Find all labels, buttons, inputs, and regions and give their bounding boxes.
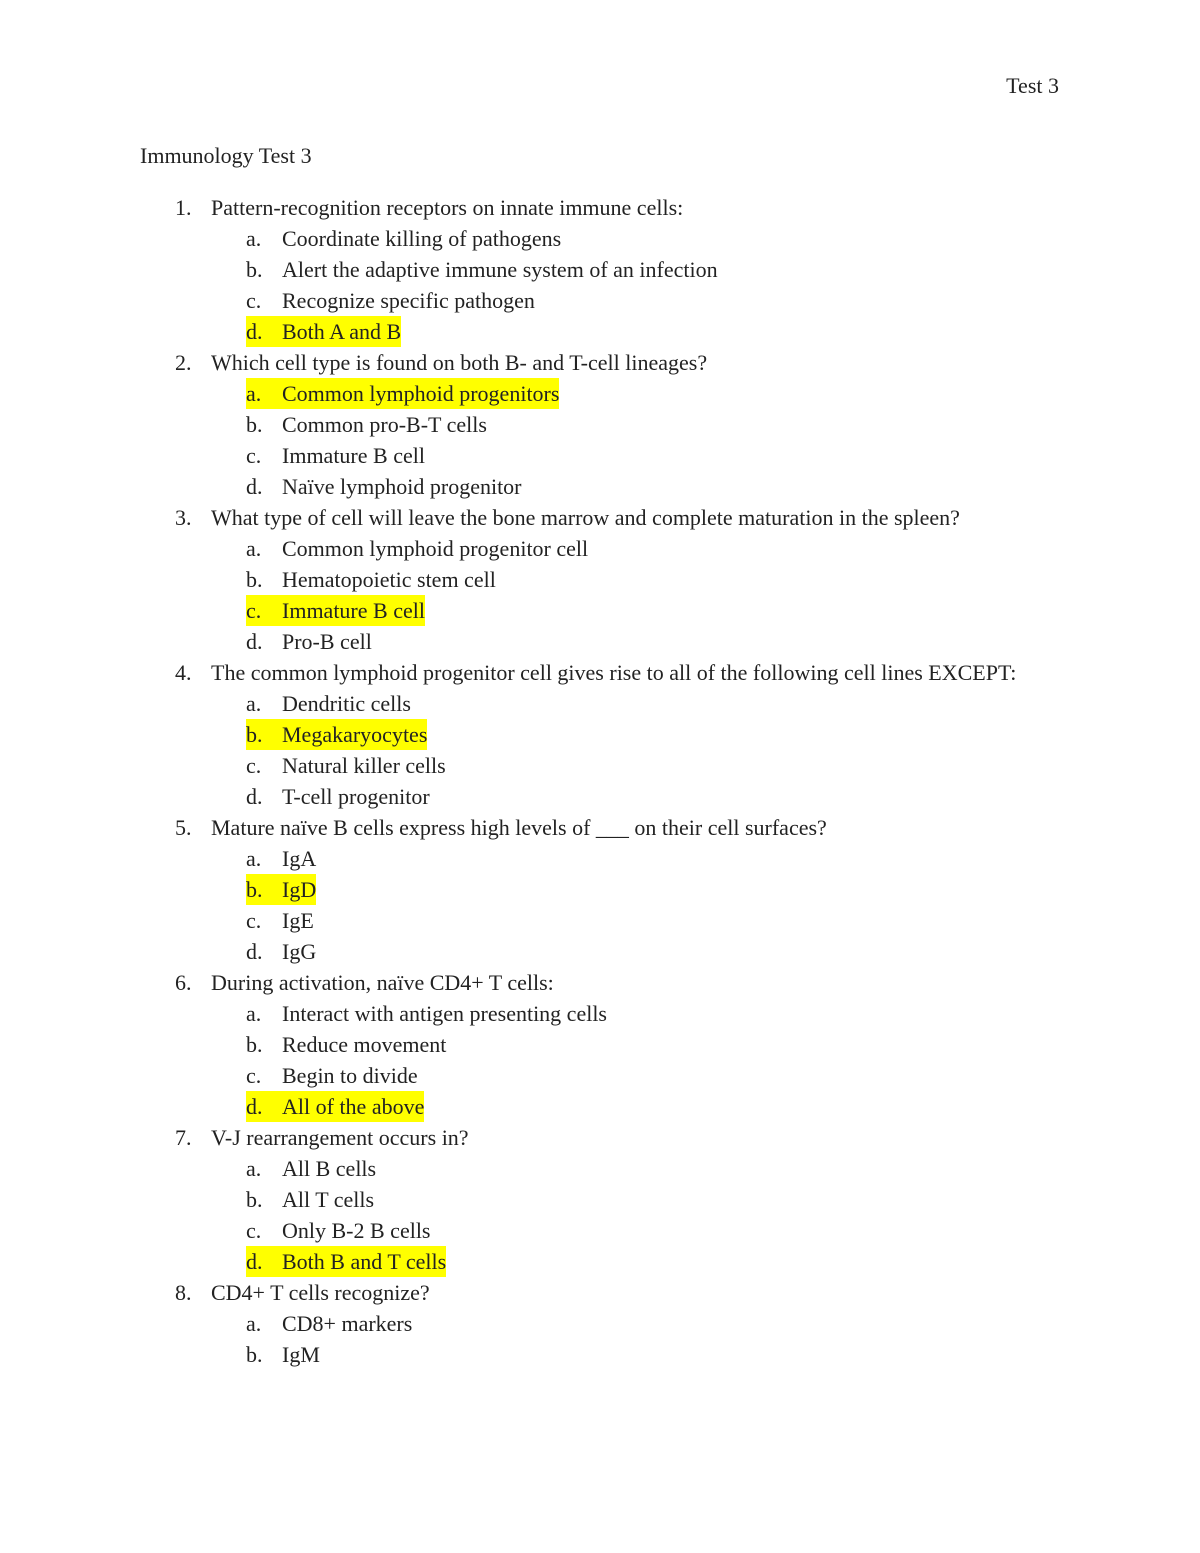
answer-option (211, 440, 1060, 471)
answer-body (246, 471, 522, 502)
option-letter: c. (246, 1218, 262, 1243)
option-text: Interact with antigen presenting cells (282, 1001, 607, 1026)
answer-option (211, 936, 1060, 967)
option-text: Immature B cell (282, 598, 425, 623)
answer-option (211, 905, 1060, 936)
question-text: V-J rearrangement occurs in? (211, 1125, 469, 1150)
answer-option (211, 843, 1060, 874)
question-number: 1. (175, 195, 192, 220)
answer-body (246, 409, 487, 440)
option-text: IgM (282, 1342, 320, 1367)
option-text: Pro-B cell (282, 629, 372, 654)
option-letter: c. (246, 443, 262, 468)
option-letter: a. (246, 536, 262, 561)
option-text: T-cell progenitor (282, 784, 430, 809)
question-item (140, 502, 1060, 657)
option-letter: a. (246, 846, 262, 871)
option-letter: c. (246, 908, 262, 933)
answer-body (246, 440, 425, 471)
answer-options (211, 533, 1060, 657)
question-text: The common lymphoid progenitor cell gives rise to all of the following cell lines EXCEPT: (211, 660, 1017, 685)
answer-body (246, 285, 535, 316)
option-letter: c. (246, 598, 262, 623)
option-text: Both A and B (282, 319, 402, 344)
option-text: Coordinate killing of pathogens (282, 226, 562, 251)
option-text: Dendritic cells (282, 691, 411, 716)
option-text: Both B and T cells (282, 1249, 447, 1274)
question-number: 8. (175, 1280, 192, 1305)
option-text: Natural killer cells (282, 753, 446, 778)
question-item (140, 192, 1060, 347)
answer-option (211, 688, 1060, 719)
answer-body (246, 905, 314, 936)
option-letter: c. (246, 288, 262, 313)
answer-options (211, 688, 1060, 812)
question-number: 6. (175, 970, 192, 995)
answer-option-highlighted (211, 1246, 1060, 1277)
page-header-label: Test 3 (1006, 73, 1059, 98)
answer-options (211, 998, 1060, 1122)
option-letter: a. (246, 381, 262, 406)
answer-options (211, 1153, 1060, 1277)
option-letter: b. (246, 877, 263, 902)
answer-option-highlighted (211, 1091, 1060, 1122)
option-text: CD8+ markers (282, 1311, 413, 1336)
answer-body (246, 533, 588, 564)
question-item (140, 1277, 1060, 1370)
answer-option-highlighted (211, 874, 1060, 905)
answer-option (211, 1215, 1060, 1246)
answer-body (246, 781, 430, 812)
answer-option (211, 781, 1060, 812)
answer-option (211, 409, 1060, 440)
option-text: All B cells (282, 1156, 377, 1181)
option-letter: d. (246, 474, 263, 499)
question-text: Mature naïve B cells express high levels of ___ on their cell surfaces? (211, 815, 827, 840)
answer-options (211, 223, 1060, 347)
answer-body (246, 843, 316, 874)
answer-options (211, 843, 1060, 967)
answer-body (246, 1184, 374, 1215)
option-text: Hematopoietic stem cell (282, 567, 496, 592)
answer-highlight (246, 378, 559, 409)
question-text: What type of cell will leave the bone marrow and complete maturation in the spleen? (211, 505, 960, 530)
answer-option (211, 564, 1060, 595)
option-letter: a. (246, 1001, 262, 1026)
option-text: Reduce movement (282, 1032, 447, 1057)
answer-option-highlighted (211, 316, 1060, 347)
option-text: Alert the adaptive immune system of an infection (282, 257, 718, 282)
option-letter: a. (246, 1156, 262, 1181)
question-item (140, 1122, 1060, 1277)
option-text: All of the above (282, 1094, 425, 1119)
answer-body (246, 1215, 431, 1246)
answer-body (246, 1308, 412, 1339)
answer-body (246, 936, 316, 967)
option-text: Recognize specific pathogen (282, 288, 535, 313)
option-text: Only B-2 B cells (282, 1218, 431, 1243)
answer-options (211, 1308, 1060, 1370)
answer-highlight (246, 595, 425, 626)
option-letter: c. (246, 753, 262, 778)
question-text: During activation, naïve CD4+ T cells: (211, 970, 554, 995)
option-letter: b. (246, 1342, 263, 1367)
question-text: Which cell type is found on both B- and T-cell lineages? (211, 350, 708, 375)
question-list (140, 192, 1060, 1370)
option-text: Common lymphoid progenitors (282, 381, 560, 406)
option-letter: d. (246, 939, 263, 964)
option-letter: d. (246, 784, 263, 809)
option-letter: d. (246, 1094, 263, 1119)
option-letter: b. (246, 722, 263, 747)
option-letter: b. (246, 412, 263, 437)
answer-option (211, 223, 1060, 254)
option-text: Immature B cell (282, 443, 425, 468)
answer-option (211, 254, 1060, 285)
answer-option-highlighted (211, 378, 1060, 409)
question-item (140, 967, 1060, 1122)
answer-body (246, 223, 561, 254)
answer-body (246, 750, 446, 781)
option-letter: b. (246, 567, 263, 592)
question-text: Pattern-recognition receptors on innate immune cells: (211, 195, 684, 220)
answer-body (246, 1339, 320, 1370)
document-title: Immunology Test 3 (140, 143, 312, 168)
answer-option (211, 1308, 1060, 1339)
option-letter: b. (246, 1187, 263, 1212)
option-text: IgG (282, 939, 317, 964)
question-number: 7. (175, 1125, 192, 1150)
question-number: 2. (175, 350, 192, 375)
question-item (140, 657, 1060, 812)
option-text: All T cells (282, 1187, 375, 1212)
question-item (140, 347, 1060, 502)
option-text: IgE (282, 908, 314, 933)
question-number: 5. (175, 815, 192, 840)
option-text: Common pro-B-T cells (282, 412, 487, 437)
answer-body (246, 1153, 376, 1184)
answer-body (246, 688, 411, 719)
answer-option (211, 998, 1060, 1029)
question-text: CD4+ T cells recognize? (211, 1280, 430, 1305)
option-letter: a. (246, 691, 262, 716)
option-letter: d. (246, 629, 263, 654)
option-text: Begin to divide (282, 1063, 418, 1088)
answer-option-highlighted (211, 719, 1060, 750)
option-text: IgD (282, 877, 317, 902)
option-letter: d. (246, 319, 263, 344)
answer-option (211, 1029, 1060, 1060)
answer-body (246, 564, 496, 595)
option-letter: d. (246, 1249, 263, 1274)
answer-body (246, 1060, 418, 1091)
question-number: 4. (175, 660, 192, 685)
answer-option (211, 1060, 1060, 1091)
answer-highlight (246, 1246, 446, 1277)
answer-option (211, 471, 1060, 502)
option-letter: a. (246, 226, 262, 251)
answer-options (211, 378, 1060, 502)
answer-highlight (246, 1091, 424, 1122)
option-letter: a. (246, 1311, 262, 1336)
question-item (140, 812, 1060, 967)
answer-option (211, 1153, 1060, 1184)
option-text: Naïve lymphoid progenitor (282, 474, 522, 499)
option-letter: c. (246, 1063, 262, 1088)
answer-highlight (246, 874, 316, 905)
answer-body (246, 998, 607, 1029)
answer-option (211, 750, 1060, 781)
answer-body (246, 254, 718, 285)
option-text: IgA (282, 846, 317, 871)
answer-body (246, 1029, 446, 1060)
option-text: Common lymphoid progenitor cell (282, 536, 589, 561)
option-text: Megakaryocytes (282, 722, 428, 747)
answer-body (246, 626, 372, 657)
answer-option (211, 626, 1060, 657)
answer-option-highlighted (211, 595, 1060, 626)
answer-highlight (246, 719, 427, 750)
answer-highlight (246, 316, 401, 347)
answer-option (211, 533, 1060, 564)
answer-option (211, 1339, 1060, 1370)
answer-option (211, 285, 1060, 316)
option-letter: b. (246, 257, 263, 282)
question-number: 3. (175, 505, 192, 530)
answer-option (211, 1184, 1060, 1215)
option-letter: b. (246, 1032, 263, 1057)
